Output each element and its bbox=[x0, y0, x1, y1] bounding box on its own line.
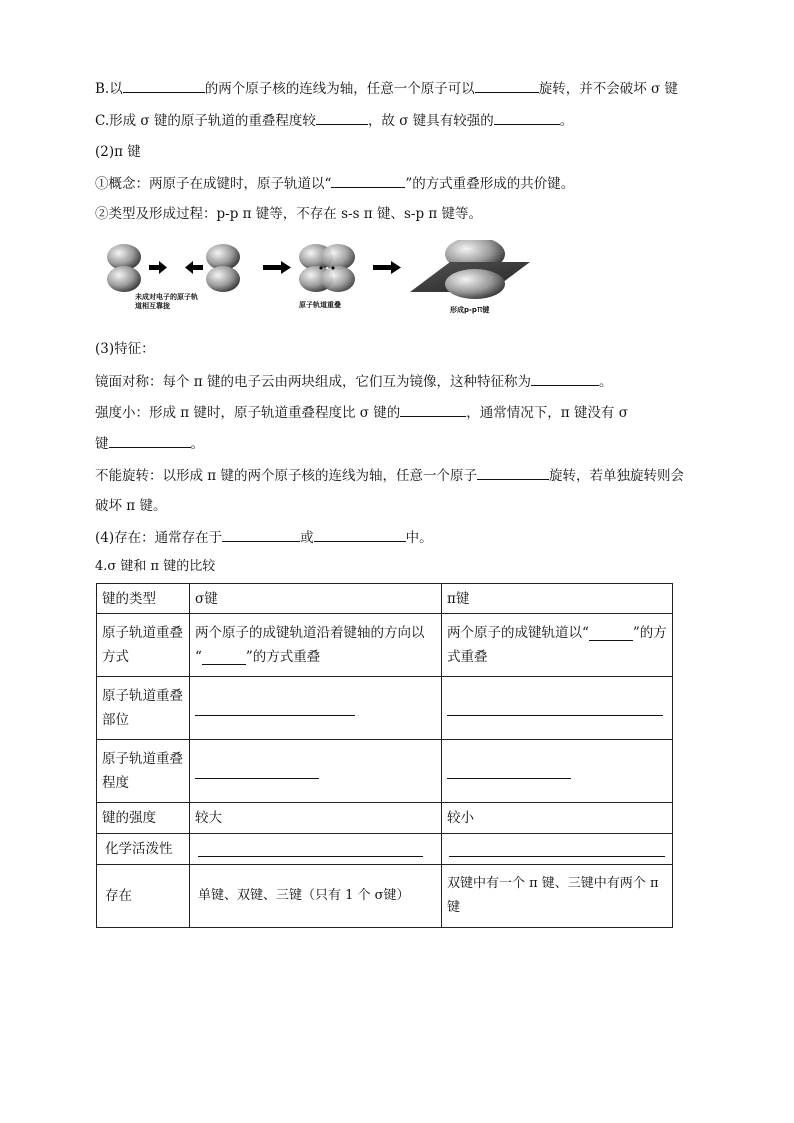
blank-b-axis[interactable] bbox=[123, 78, 205, 93]
line-strength: 强度小：形成 π 键时，原子轨道重叠程度比 σ 键的 ，通常情况下，π 键没有 σ bbox=[95, 402, 628, 423]
features-heading: (3)特征： bbox=[95, 341, 155, 357]
blank-c-property[interactable] bbox=[494, 110, 560, 125]
blank-sigma-mode[interactable] bbox=[202, 650, 246, 665]
table-row bbox=[97, 614, 673, 677]
arrow-right-icon bbox=[263, 261, 291, 274]
line-strength-cont: 键 。 bbox=[95, 433, 204, 454]
pi-bond-cloud bbox=[410, 240, 530, 299]
arrow-left-icon bbox=[185, 261, 203, 274]
blank-pi-mode[interactable] bbox=[589, 626, 633, 641]
sigma-strength: 较大 bbox=[190, 803, 442, 834]
comparison-table bbox=[96, 583, 673, 928]
pi-existence: 双键中有一个 π 键、三键中有两个 π 键 bbox=[442, 865, 673, 928]
sigma-reactivity bbox=[190, 834, 442, 865]
table-row-label: 化学活泼性 bbox=[97, 834, 190, 865]
table-header-cell: π键 bbox=[442, 584, 673, 614]
line-b: B.以 的两个原子核的连线为轴，任意一个原子可以 旋转，并不会破坏 σ 键 bbox=[95, 78, 678, 99]
p-orbital-right bbox=[206, 244, 240, 292]
table-header-cell: σ键 bbox=[190, 584, 442, 614]
blank-c-degree[interactable] bbox=[316, 110, 368, 125]
table-row bbox=[97, 584, 673, 614]
table-row-label: 原子轨道重叠 部位 bbox=[97, 677, 190, 740]
blank-strength-stable[interactable] bbox=[109, 433, 191, 448]
pi-bond-heading: (2)π 键 bbox=[95, 144, 141, 160]
comparison-heading: 4.σ 键和 π 键的比较 bbox=[95, 559, 216, 574]
blank-concept[interactable] bbox=[331, 173, 405, 188]
line-concept: ①概念：两原子在成键时，原子轨道以“ ”的方式重叠形成的共价键。 bbox=[95, 173, 574, 194]
pi-strength: 较小 bbox=[442, 803, 673, 834]
table-row bbox=[97, 740, 673, 803]
line-mirror: 镜面对称：每个 π 键的电子云由两块组成，它们互为镜像，这种特征称为 。 bbox=[95, 371, 612, 392]
sigma-existence: 单键、双键、三键（只有 1 个 σ键） bbox=[190, 865, 442, 928]
sigma-overlap-site bbox=[190, 677, 442, 740]
pi-reactivity bbox=[442, 834, 673, 865]
line-rotate: 不能旋转：以形成 π 键的两个原子核的连线为轴，任意一个原子 旋转，若单独旋转则会 bbox=[95, 465, 684, 486]
pi-overlap-degree bbox=[442, 740, 673, 803]
line-rotate-cont: 破坏 π 键。 bbox=[95, 498, 167, 514]
line-exist: (4)存在：通常存在于 或 中。 bbox=[95, 527, 433, 548]
line-type: ②类型及形成过程：p-p π 键等，不存在 s-s π 键、s-p π 键等。 bbox=[95, 206, 483, 222]
caption-overlap: 原子轨道重叠 bbox=[299, 301, 341, 309]
pi-overlap-site bbox=[442, 677, 673, 740]
table-row bbox=[97, 677, 673, 740]
overlapping-orbitals bbox=[299, 244, 355, 292]
blank-strength-degree[interactable] bbox=[400, 402, 466, 417]
sigma-overlap-mode: 两个原子的成键轨道沿着键轴的方向以 “ ”的方式重叠 bbox=[190, 614, 442, 677]
blank-pi-reactivity[interactable] bbox=[449, 842, 665, 857]
caption-pi-bond: 形成p-pπ键 bbox=[450, 305, 490, 315]
caption-approach: 未成对电子的原子轨 道相互靠拢 bbox=[135, 293, 198, 310]
blank-sigma-site[interactable] bbox=[195, 701, 355, 716]
blank-pi-site[interactable] bbox=[447, 701, 663, 716]
blank-b-rotate[interactable] bbox=[475, 78, 539, 93]
table-header-cell: 键的类型 bbox=[97, 584, 190, 614]
table-row-label: 原子轨道重叠 程度 bbox=[97, 740, 190, 803]
table-row-label: 存在 bbox=[97, 865, 190, 928]
pi-overlap-mode: 两个原子的成键轨道以“ ”的方 式重叠 bbox=[442, 614, 673, 677]
blank-exist-2[interactable] bbox=[314, 527, 406, 542]
blank-rotate[interactable] bbox=[477, 465, 549, 480]
blank-sigma-degree[interactable] bbox=[195, 764, 319, 779]
table-row-label: 键的强度 bbox=[97, 803, 190, 834]
blank-mirror[interactable] bbox=[531, 371, 599, 386]
table-row-label: 原子轨道重叠 方式 bbox=[97, 614, 190, 677]
arrow-right-icon bbox=[373, 261, 401, 274]
arrow-right-icon bbox=[149, 261, 167, 274]
line-c: C.形成 σ 键的原子轨道的重叠程度较 ，故 σ 键具有较强的 。 bbox=[95, 110, 573, 131]
table-row bbox=[97, 865, 673, 928]
blank-pi-degree[interactable] bbox=[447, 764, 571, 779]
blank-sigma-reactivity[interactable] bbox=[198, 842, 423, 857]
table-row bbox=[97, 834, 673, 865]
table-row bbox=[97, 803, 673, 834]
sigma-overlap-degree bbox=[190, 740, 442, 803]
blank-exist-1[interactable] bbox=[222, 527, 300, 542]
orbital-overlap-figure bbox=[95, 240, 545, 320]
p-orbital-left bbox=[107, 244, 141, 292]
